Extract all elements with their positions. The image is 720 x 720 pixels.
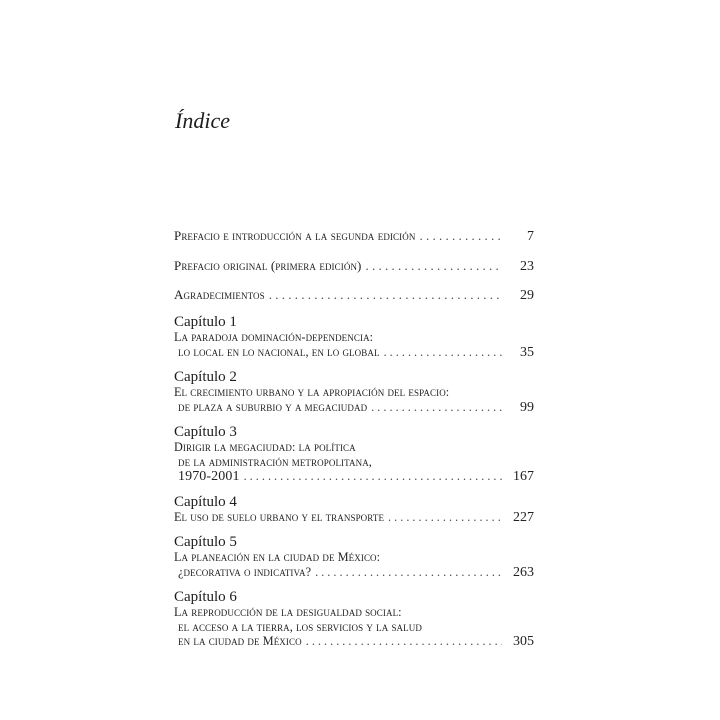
chapter-title-line: el acceso a la tierra, los servicios y la salud (178, 619, 422, 634)
toc-chapter-3[interactable] (174, 424, 534, 485)
chapter-title-line: 1970-2001 (178, 469, 240, 484)
chapter-title-line: La reproducción de la desigualdad social: (174, 605, 402, 619)
chapter-page: 167 (513, 469, 534, 484)
toc-entry-title: Prefacio original (primera edición) (174, 257, 362, 273)
chapter-page: 305 (513, 634, 534, 649)
chapter-label: Capítulo 3 (174, 424, 237, 440)
chapter-page: 227 (513, 509, 534, 525)
dot-leader (315, 565, 502, 580)
toc-chapter-5[interactable] (174, 534, 534, 580)
chapter-title-line: ¿decorativa o indicativa? (178, 564, 312, 579)
dot-leader (365, 258, 502, 274)
toc-chapter-2[interactable] (174, 369, 534, 415)
chapter-title-line: La planeación en la ciudad de México: (174, 550, 381, 564)
chapter-page: 99 (520, 399, 534, 415)
chapter-label: Capítulo 6 (174, 589, 237, 605)
toc-chapter-4[interactable] (174, 494, 534, 526)
chapter-label: Capítulo 2 (174, 369, 237, 385)
toc-chapter-1[interactable] (174, 314, 534, 360)
chapter-title-line: de la administración metropolitana, (178, 454, 372, 469)
toc-entry-page: 23 (520, 258, 534, 274)
dot-leader (388, 510, 502, 525)
chapter-title-line: lo local en lo nacional, en lo global (178, 344, 380, 359)
dot-leader (419, 228, 502, 244)
chapter-label: Capítulo 4 (174, 493, 237, 510)
dot-leader (244, 469, 502, 484)
chapter-title-line: de plaza a suburbio y a megaciudad (178, 399, 368, 414)
chapter-title-line: en la ciudad de México (178, 634, 302, 648)
page-title: Índice (175, 108, 230, 133)
chapter-title-line: La paradoja dominación-dependencia: (174, 330, 374, 344)
chapter-page: 35 (520, 344, 534, 360)
toc-entry-page: 29 (520, 288, 534, 303)
toc-entry-title: Agradecimientos (174, 287, 265, 302)
dot-leader (269, 287, 502, 303)
toc-entry-prefacio-original[interactable] (174, 258, 534, 288)
table-of-contents (174, 228, 534, 659)
chapter-page: 263 (513, 564, 534, 580)
chapter-title-line: El crecimiento urbano y la apropiación del espacio: (174, 385, 450, 399)
toc-chapter-6[interactable] (174, 589, 534, 650)
dot-leader (384, 345, 502, 360)
toc-entry-agradecimientos[interactable] (174, 287, 534, 314)
chapter-title-line: El uso de suelo urbano y el transporte (174, 509, 385, 524)
chapter-label: Capítulo 5 (174, 534, 237, 550)
toc-entry-prefacio-segunda-edicion[interactable] (174, 228, 534, 258)
chapter-title-line: Dirigir la megaciudad: la política (174, 440, 356, 454)
dot-leader (371, 400, 502, 415)
dot-leader (306, 634, 502, 649)
toc-entry-title: Prefacio e introducción a la segunda edición (174, 228, 416, 243)
toc-entry-page: 7 (527, 229, 534, 244)
chapter-label: Capítulo 1 (174, 314, 237, 330)
